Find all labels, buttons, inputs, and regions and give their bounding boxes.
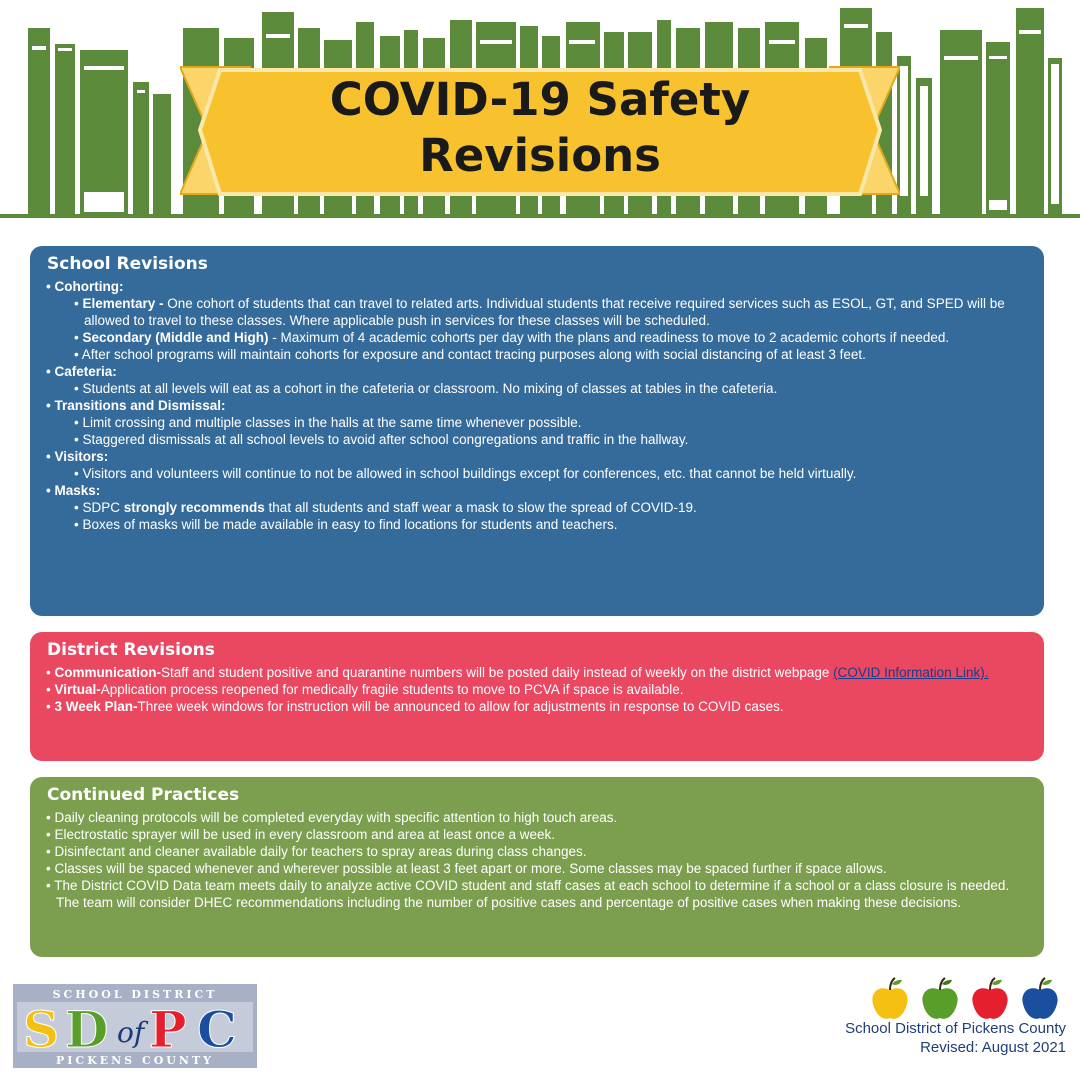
- transitions-item-2: • Staggered dismissals at all school levels to avoid after school congregations and traffic in the hallway.: [46, 431, 1028, 448]
- logo-letter-c: C: [197, 1000, 237, 1059]
- continued-item: • Disinfectant and cleaner available daily for teachers to spray areas during class changes.: [46, 843, 1028, 860]
- masks-item-1-pre: SDPC: [82, 500, 124, 515]
- apple-icon: [922, 978, 957, 1019]
- sdpc-logo: [13, 984, 257, 1068]
- visitors-label: • Visitors:: [46, 448, 1028, 465]
- continued-item: • The District COVID Data team meets daily to analyze active COVID student and staff cases at each school to determine if a school or a class closure is needed. The team will consider DHEC recommendations including the number of positive cases and percentage of positive cases when making these decisions.: [46, 877, 1028, 911]
- cohorting-label: • Cohorting:: [46, 278, 1028, 295]
- elementary-label: Elementary -: [82, 296, 164, 311]
- continued-practices-panel: [30, 777, 1044, 957]
- cafeteria-item: • Students at all levels will eat as a cohort in the cafeteria or classroom. No mixing of classes at tables in the cafeteria.: [46, 380, 1028, 397]
- continued-item: • Electrostatic sprayer will be used in every classroom and area at least once a week.: [46, 826, 1028, 843]
- elementary-item: [46, 295, 1028, 329]
- logo-bottom-text: PICKENS COUNTY: [56, 1054, 214, 1067]
- apple-icon: [872, 978, 907, 1019]
- communication-text: Staff and student positive and quarantine numbers will be posted daily instead of weekly on the district webpage: [160, 665, 834, 680]
- continued-practices-heading: Continued Practices: [47, 785, 240, 805]
- page-title: [180, 72, 900, 184]
- school-revisions-panel: [30, 246, 1044, 616]
- continued-item: • Daily cleaning protocols will be completed everyday with specific attention to high touch areas.: [46, 809, 1028, 826]
- three-week-plan-item: [46, 698, 1028, 715]
- masks-item-1: [46, 499, 1028, 516]
- footer-revised-date: Revised: August 2021: [920, 1039, 1066, 1056]
- communication-item: [46, 664, 1028, 681]
- title-line-2: Revisions: [419, 129, 661, 182]
- title-line-1: COVID-19 Safety: [329, 73, 751, 126]
- secondary-item: [46, 329, 1028, 346]
- footer-district-name: School District of Pickens County: [845, 1020, 1066, 1037]
- transitions-item-1: • Limit crossing and multiple classes in the halls at the same time whenever possible.: [46, 414, 1028, 431]
- continued-item: • Classes will be spaced whenever and wherever possible at least 3 feet apart or more. Some classes may be spaced further if space allows.: [46, 860, 1028, 877]
- covid-information-link[interactable]: (COVID Information Link).: [833, 665, 989, 680]
- virtual-label: Virtual-: [54, 682, 101, 697]
- district-revisions-panel: [30, 632, 1044, 761]
- logo-top-text: SCHOOL DISTRICT: [52, 988, 218, 1001]
- communication-label: Communication-: [54, 665, 161, 680]
- three-week-plan-text: Three week windows for instruction will be announced to allow for adjustments in response to COVID cases.: [137, 699, 784, 714]
- masks-item-1-post: that all students and staff wear a mask to slow the spread of COVID-19.: [264, 500, 697, 515]
- apple-icon: [1022, 978, 1057, 1019]
- logo-letters-of: of: [117, 1016, 145, 1049]
- elementary-text: One cohort of students that can travel to related arts. Individual students that receive required services such as ESOL, GT, and SPED will be allowed to travel to these classes. Where applicable push in services for these classes will be scheduled.: [84, 296, 1005, 328]
- secondary-text: - Maximum of 4 academic cohorts per day with the plans and readiness to move to 2 academic cohorts if needed.: [268, 330, 950, 345]
- school-revisions-heading: School Revisions: [47, 254, 208, 274]
- masks-label: • Masks:: [46, 482, 1028, 499]
- transitions-label: • Transitions and Dismissal:: [46, 397, 1028, 414]
- cafeteria-label: • Cafeteria:: [46, 363, 1028, 380]
- virtual-text: Application process reopened for medically fragile students to move to PCVA if space is available.: [100, 682, 684, 697]
- after-school-item: • After school programs will maintain cohorts for exposure and contact tracing purposes along with social distancing of at least 3 feet.: [46, 346, 1028, 363]
- logo-letter-p: P: [149, 1000, 187, 1059]
- district-revisions-heading: District Revisions: [47, 640, 215, 660]
- secondary-label: Secondary (Middle and High): [82, 330, 269, 345]
- apple-icon: [972, 978, 1007, 1019]
- logo-letter-d: D: [65, 1000, 109, 1059]
- visitors-item: • Visitors and volunteers will continue to not be allowed in school buildings except for conferences, etc. that cannot be held virtually.: [46, 465, 1028, 482]
- logo-letter-s: S: [23, 1000, 60, 1059]
- masks-item-2: • Boxes of masks will be made available in easy to find locations for students and teachers.: [46, 516, 1028, 533]
- three-week-plan-label: 3 Week Plan-: [54, 699, 138, 714]
- apples-decoration: [868, 976, 1068, 1022]
- virtual-item: [46, 681, 1028, 698]
- masks-item-1-bold: strongly recommends: [123, 500, 265, 515]
